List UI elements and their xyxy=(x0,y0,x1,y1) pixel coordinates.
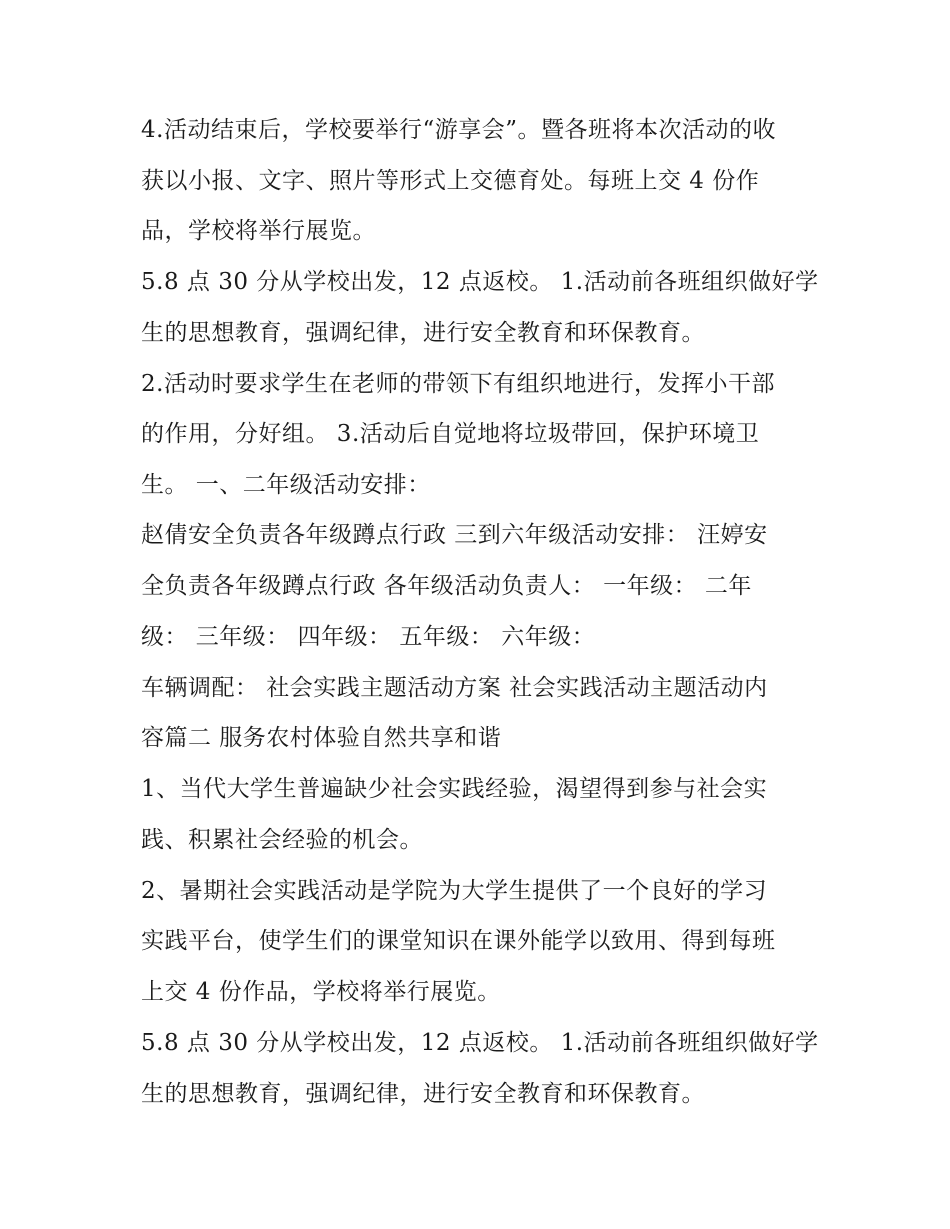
text-line: 容篇二 服务农村体验自然共享和谐 xyxy=(141,725,502,751)
text-line: 2、暑期社会实践活动是学院为大学生提供了一个良好的学习 xyxy=(141,878,768,904)
text-line: 上交 4 份作品，学校将举行展览。 xyxy=(141,979,501,1005)
text-line: 实践平台，使学生们的课堂知识在课外能学以致用、得到每班 xyxy=(141,928,776,954)
text-line: 1、当代大学生普遍缺少社会实践经验，渴望得到参与社会实 xyxy=(141,776,768,802)
text-line: 级： 三年级： 四年级： 五年级： 六年级： xyxy=(141,624,596,650)
text-line: 赵倩安全负责各年级蹲点行政 三到六年级活动安排： 汪婷安 xyxy=(141,522,768,548)
text-line: 的作用，分好组。 3.活动后自觉地将垃圾带回，保护环境卫 xyxy=(141,421,760,447)
text-line: 4.活动结束后，学校要举行“游享会”。暨各班将本次活动的收 xyxy=(141,117,776,143)
text-line: 生的思想教育，强调纪律，进行安全教育和环保教育。 xyxy=(141,1081,705,1107)
text-line: 5.8 点 30 分从学校出发，12 点返校。 1.活动前各班组织做好学 xyxy=(141,1030,819,1056)
text-line: 2.活动时要求学生在老师的带领下有组织地进行，发挥小干部 xyxy=(141,371,775,397)
text-line: 车辆调配： 社会实践主题活动方案 社会实践活动主题活动内 xyxy=(141,675,768,701)
text-line: 生的思想教育，强调纪律，进行安全教育和环保教育。 xyxy=(141,320,705,346)
text-line: 生。 一、二年级活动安排： xyxy=(141,472,431,498)
text-line: 5.8 点 30 分从学校出发，12 点返校。 1.活动前各班组织做好学 xyxy=(141,269,819,295)
text-line: 践、积累社会经验的机会。 xyxy=(141,827,423,853)
text-line: 全负责各年级蹲点行政 各年级活动负责人： 一年级： 二年 xyxy=(141,573,752,599)
text-line: 获以小报、文字、照片等形式上交德育处。每班上交 4 份作 xyxy=(141,168,760,194)
text-line: 品，学校将举行展览。 xyxy=(141,218,376,244)
